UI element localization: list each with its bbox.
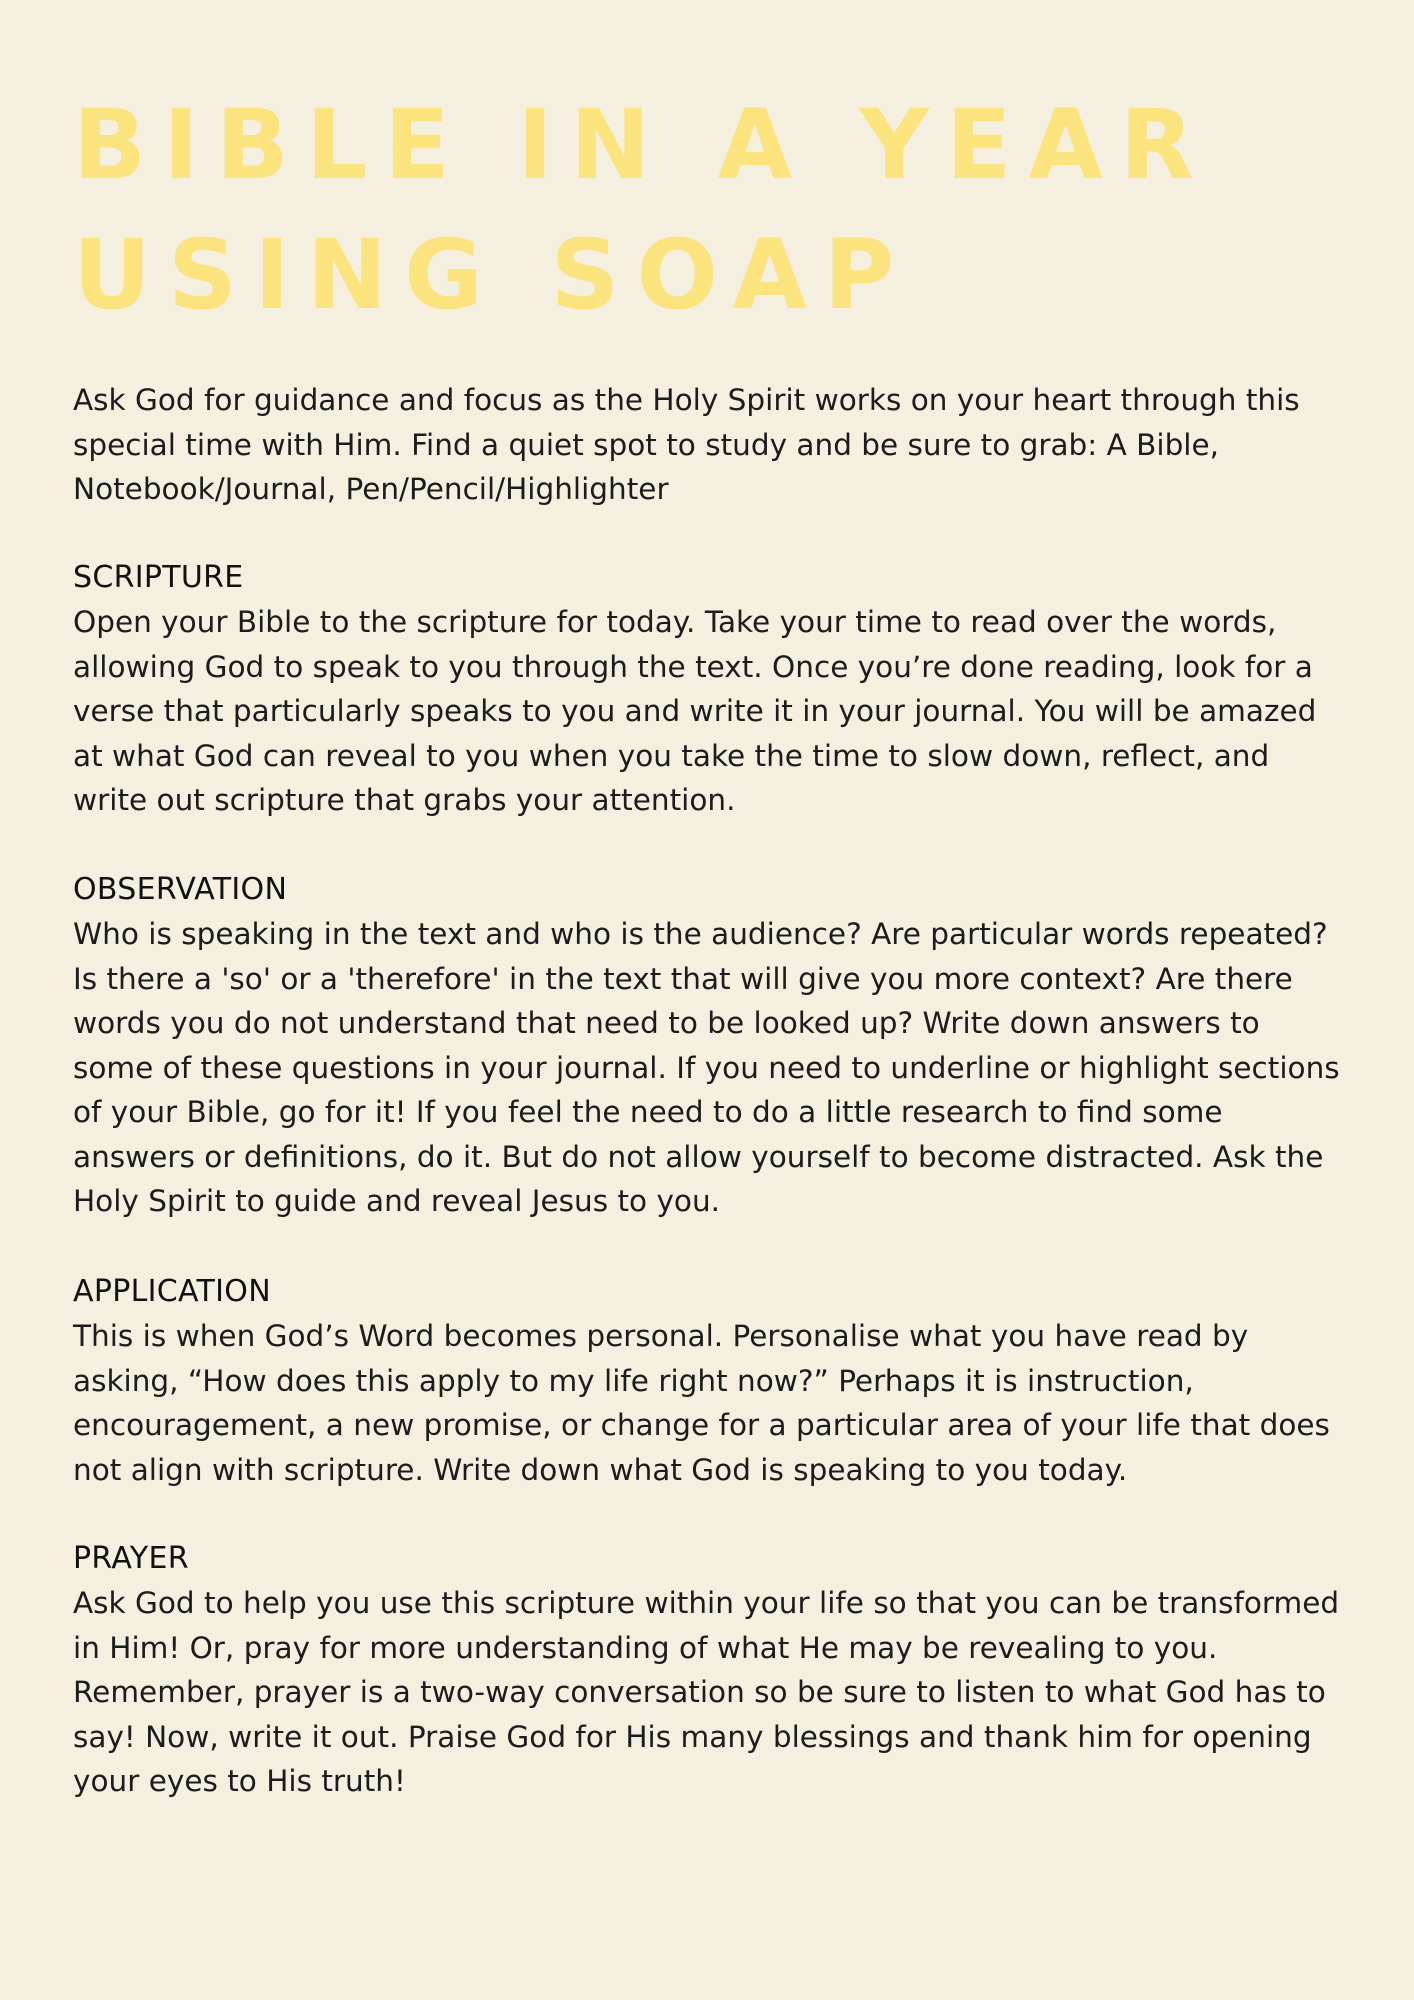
section-heading: PRAYER (73, 1541, 189, 1576)
section-scripture (73, 556, 1343, 823)
title-line-1: BIBLE IN A YEAR (73, 89, 1211, 201)
intro-paragraph: Ask God for guidance and focus as the Holy Spirit works on your heart through this special time with Him. Find a quiet spot to study and be sure to grab: A Bible, Notebook/Journal, Pen/Pencil/Highlighter (73, 383, 1300, 506)
section-body: Open your Bible to the scripture for today. Take your time to read over the words, allowing God to speak to you through the text. Once you’re done reading, look for a verse that particularly speaks to you and write it in your journal. You will be amazed at what God can reveal to you when you take the time to slow down, reflect, and write out scripture that grabs your attention. (73, 605, 1317, 817)
section-observation (73, 868, 1343, 1224)
page-title (73, 80, 1353, 340)
title-line-2: USING SOAP (73, 219, 912, 331)
section-body: This is when God’s Word becomes personal. Personalise what you have read by asking, “How does this apply to my life right now?” Perhaps it is instruction, encouragement, a new promise, or change for a particular area of your life that does not align with scripture. Write down what God is speaking to you today. (73, 1319, 1330, 1487)
section-body: Ask God to help you use this scripture within your life so that you can be transformed in Him! Or, pray for more understanding of what He may be revealing to you. Remember, prayer is a two-way conversation so be sure to listen to what God has to say! Now, write it out. Praise God for His many blessings and thank him for opening your eyes to His truth! (73, 1586, 1340, 1798)
section-application (73, 1270, 1343, 1492)
section-prayer (73, 1537, 1343, 1804)
section-body: Who is speaking in the text and who is the audience? Are particular words repeated? Is there a 'so' or a 'therefore' in the text that will give you more context? Are there words you do not understand that need to be looked up? Write down answers to some of these questions in your journal. If you need to underline or highlight sections of your Bible, go for it! If you feel the need to do a little research to find some answers or definitions, do it. But do not allow yourself to become distracted. Ask the Holy Spirit to guide and reveal Jesus to you. (73, 917, 1340, 1218)
section-heading: OBSERVATION (73, 872, 288, 907)
section-heading: SCRIPTURE (73, 560, 244, 595)
section-heading: APPLICATION (73, 1274, 271, 1309)
